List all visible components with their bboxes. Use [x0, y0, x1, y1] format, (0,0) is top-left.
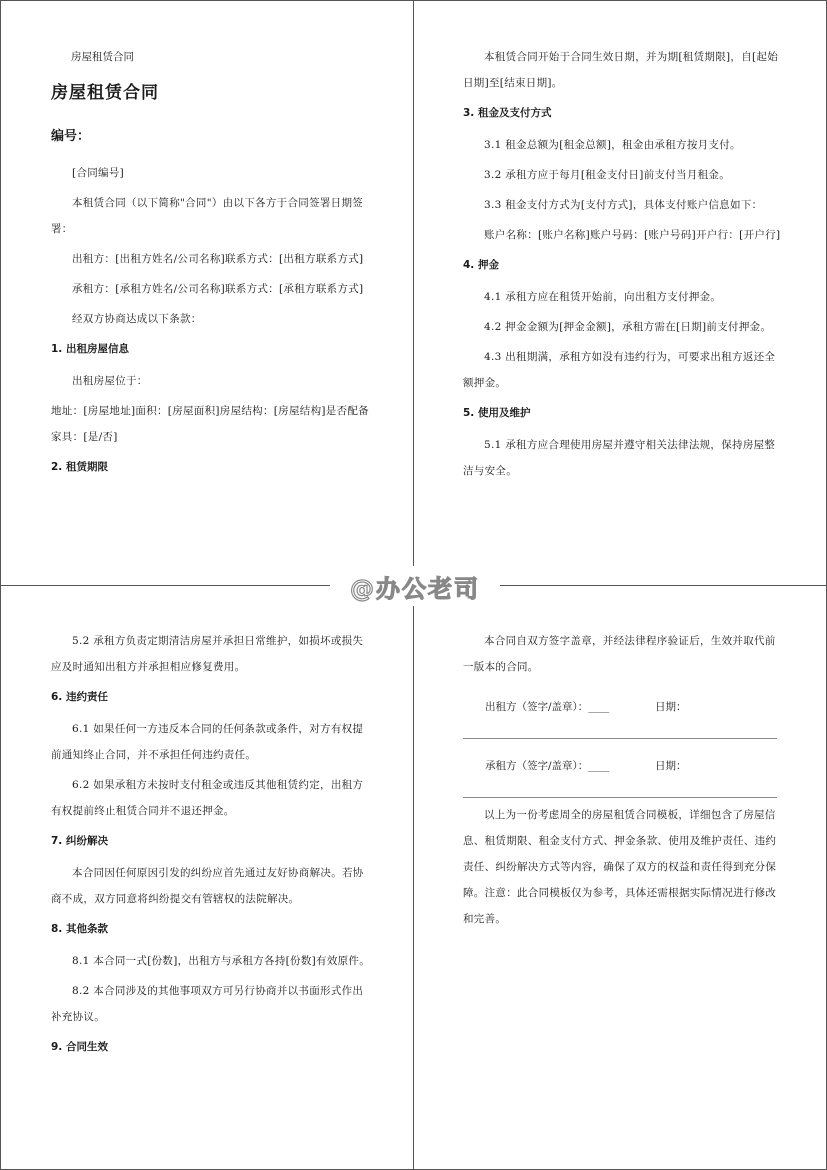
address-paragraph: 地址：[房屋地址]面积：[房屋面积]房屋结构：[房屋结构]是否配备家具：[是/否]	[51, 405, 369, 443]
location-paragraph: 出租房屋位于：	[72, 375, 148, 387]
clause-6-1: 6.1 如果任何一方违反本合同的任何条款或条件，对方有权提前通知终止合同，并不承担任何违约责任。	[51, 723, 364, 761]
template-note: 以上为一份考虑周全的房屋租赁合同模板，详细包含了房屋信息、租赁期限、租金支付方式、押金条款、使用及维护责任、违约责任、纠纷解决方式等内容，确保了双方的权益和责任得到充分保障。注意：此合同模板仅为参考，具体还需根据实际情况进行修改和完善。	[463, 809, 777, 925]
watermark: @办公老司	[330, 566, 500, 606]
section-heading-8: 8. 其他条款	[51, 923, 108, 935]
clause-3-3: 3.3 租金支付方式为[支付方式]，具体支付账户信息如下：	[484, 199, 763, 211]
clause-3-1: 3.1 租金总额为[租金总额]，租金由承租方按月支付。	[484, 139, 741, 151]
section-heading-3: 3. 租金及支付方式	[463, 107, 552, 119]
term-paragraph: 本租赁合同开始于合同生效日期，并为期[租赁期限]，自[起始日期]至[结束日期]。	[463, 51, 778, 89]
lessor-date-label: 日期：	[655, 701, 687, 713]
section-heading-4: 4. 押金	[463, 259, 499, 271]
section-heading-9: 9. 合同生效	[51, 1041, 108, 1053]
lessee-info: 承租方：[承租方姓名/公司名称]联系方式：[承租方联系方式]	[72, 283, 364, 295]
section-heading-1: 1. 出租房屋信息	[51, 343, 129, 355]
lessee-signature-row	[463, 753, 783, 779]
effect-paragraph: 本合同自双方签字盖章，并经法律程序验证后，生效并取代前一版本的合同。	[463, 635, 776, 673]
lessor-info: 出租方：[出租方姓名/公司名称]联系方式：[出租方联系方式]	[72, 253, 364, 265]
clause-4-1: 4.1 承租方应在租赁开始前，向出租方支付押金。	[484, 291, 722, 303]
section-heading-6: 6. 违约责任	[51, 691, 108, 703]
page-3	[51, 628, 371, 1066]
clause-6-2: 6.2 如果承租方未按时支付租金或违反其他租赁约定，出租方有权提前终止租赁合同并不退还押金。	[51, 779, 364, 817]
signature-line	[463, 797, 777, 798]
clause-4-3: 4.3 出租期满，承租方如没有违约行为，可要求出租方返还全额押金。	[463, 351, 776, 389]
clause-3-2: 3.2 承租方应于每月[租金支付日]前支付当月租金。	[484, 169, 731, 181]
lessor-signature-row	[463, 694, 783, 720]
dispute-paragraph: 本合同因任何原因引发的纠纷应首先通过友好协商解决。若协商不成，双方同意将纠纷提交有管辖权的法院解决。	[51, 867, 364, 905]
page-2	[463, 44, 783, 488]
section-heading-5: 5. 使用及维护	[463, 407, 531, 419]
clause-5-1: 5.1 承租方应合理使用房屋并遵守相关法律法规，保持房屋整洁与安全。	[463, 439, 776, 477]
lessor-signature-label: 出租方（签字/盖章）：____	[485, 701, 610, 713]
account-info: 账户名称：[账户名称]账户号码：[账户号码]开户行：[开户行]	[484, 229, 781, 241]
contract-number-label: 编号：	[51, 129, 91, 144]
lessee-date-label: 日期：	[655, 760, 687, 772]
contract-number: [合同编号]	[72, 167, 124, 179]
lessee-signature-label: 承租方（签字/盖章）：____	[485, 760, 610, 772]
section-heading-7: 7. 纠纷解决	[51, 835, 108, 847]
page-header: 房屋租赁合同	[71, 51, 134, 63]
document-title: 房屋租赁合同	[51, 83, 159, 103]
clause-4-2: 4.2 押金金额为[押金金额]，承租方需在[日期]前支付押金。	[484, 321, 772, 333]
clause-8-1: 8.1 本合同一式[份数]，出租方与承租方各持[份数]有效原件。	[72, 955, 371, 967]
clause-8-2: 8.2 本合同涉及的其他事项双方可另行协商并以书面形式作出补充协议。	[51, 985, 364, 1023]
page-1	[51, 44, 371, 486]
signature-line	[463, 738, 777, 739]
section-heading-2: 2. 租赁期限	[51, 461, 108, 473]
clause-5-2: 5.2 承租方负责定期清洁房屋并承担日常维护，如损坏或损失应及时通知出租方并承担相应修复费用。	[51, 635, 364, 673]
page-4	[463, 628, 783, 936]
intro-paragraph: 本租赁合同（以下简称"合同"）由以下各方于合同签署日期签署：	[51, 197, 364, 235]
agreement-paragraph: 经双方协商达成以下条款：	[72, 313, 202, 325]
